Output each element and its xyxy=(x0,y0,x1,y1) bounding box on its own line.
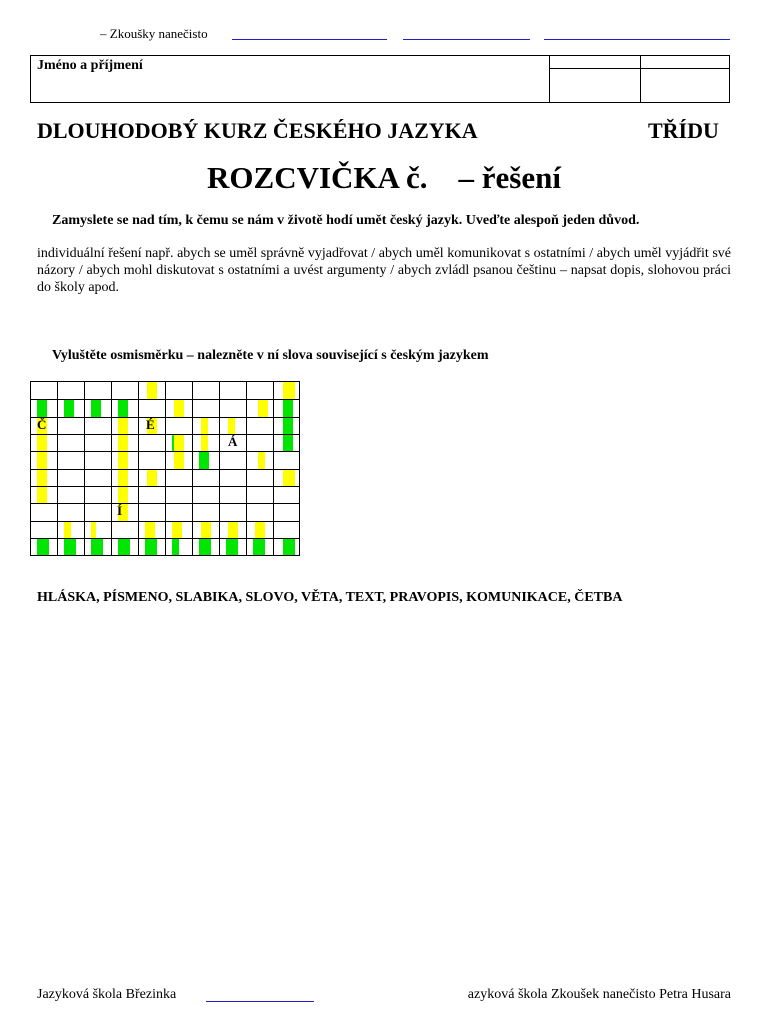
highlight-cell xyxy=(64,521,71,538)
highlight-cell xyxy=(37,400,47,417)
highlight-cell xyxy=(283,469,295,486)
grid-line xyxy=(31,417,299,418)
table-divider xyxy=(640,56,641,102)
highlight-cell xyxy=(145,538,157,555)
highlight-cell xyxy=(91,538,103,555)
footer-left: Jazyková škola Březinka xyxy=(37,987,177,1002)
class-label: TŘÍDU xyxy=(648,118,719,143)
word-search-grid xyxy=(30,381,300,556)
grid-letter: Á xyxy=(228,434,238,449)
highlight-cell xyxy=(118,538,130,555)
highlight-cell xyxy=(91,521,96,538)
grid-line xyxy=(31,538,299,539)
highlight-cell xyxy=(172,521,182,538)
highlight-cell xyxy=(258,452,265,469)
course-title: DLOUHODOBÝ KURZ ČESKÉHO JAZYKA xyxy=(37,118,478,143)
grid-letter: Í xyxy=(117,503,123,518)
highlight-cell xyxy=(174,435,184,469)
word-list: HLÁSKA, PÍSMENO, SLABIKA, SLOVO, VĚTA, TEXT, PRAVOPIS, KOMUNIKACE, ČETBA xyxy=(37,590,623,605)
grid-letter: Č xyxy=(37,417,47,432)
table-divider xyxy=(549,68,729,69)
highlight-cell xyxy=(172,538,179,555)
highlight-cell xyxy=(118,400,128,417)
grid-line xyxy=(31,451,299,452)
grid-line xyxy=(31,469,299,470)
highlight-cell xyxy=(228,521,238,538)
highlight-cell xyxy=(199,452,209,469)
highlight-cell xyxy=(255,521,265,538)
grid-letter: É xyxy=(146,417,155,432)
header-blank-2 xyxy=(403,39,530,40)
warmup-title: ROZCVIČKA č. – řešení xyxy=(207,160,561,195)
highlight-cell xyxy=(201,521,211,538)
highlight-cell xyxy=(64,538,76,555)
highlight-cell xyxy=(226,538,238,555)
task1-answer: individuální řešení např. abych se uměl správně vyjadřovat / abych uměl komunikovat s ostatními / abych uměl vyjádřit své názory / abych mohl diskutovat s ostatními a uvést argumenty / abych zvládl psanou češtinu – napsat dopis, slohovou práci do školy apod. xyxy=(37,246,731,295)
grid-line xyxy=(31,434,299,435)
name-table xyxy=(30,55,730,103)
highlight-cell xyxy=(228,417,235,434)
grid-line xyxy=(31,503,299,504)
task2-question: Vyluštěte osmisměrku – nalezněte v ní slova související s českým jazykem xyxy=(52,348,489,363)
grid-line xyxy=(31,486,299,487)
exam-label: – Zkoušky nanečisto xyxy=(100,26,208,41)
highlight-cell xyxy=(174,400,184,417)
table-divider xyxy=(549,56,550,102)
highlight-cell xyxy=(147,382,157,399)
highlight-cell xyxy=(283,538,295,555)
highlight-cell xyxy=(283,382,295,399)
highlight-cell xyxy=(37,538,49,555)
highlight-cell xyxy=(283,400,293,452)
highlight-cell xyxy=(91,400,101,417)
highlight-cell xyxy=(258,400,268,417)
highlight-cell xyxy=(64,400,74,417)
footer-right: azyková škola Zkoušek nanečisto Petra Husara xyxy=(467,987,731,1002)
task1-question: Zamyslete se nad tím, k čemu se nám v životě hodí umět český jazyk. Uveďte alespoň jeden důvod. xyxy=(52,213,640,228)
footer-blank xyxy=(206,1001,314,1002)
highlight-cell xyxy=(145,521,155,538)
grid-line xyxy=(31,521,299,522)
header-blank-1 xyxy=(232,39,387,40)
header-blank-3 xyxy=(544,39,730,40)
highlight-cell xyxy=(253,538,265,555)
highlight-cell xyxy=(147,469,157,486)
highlight-cell xyxy=(199,538,211,555)
name-field-label: Jméno a příjmení xyxy=(37,58,143,73)
grid-line xyxy=(31,399,299,400)
